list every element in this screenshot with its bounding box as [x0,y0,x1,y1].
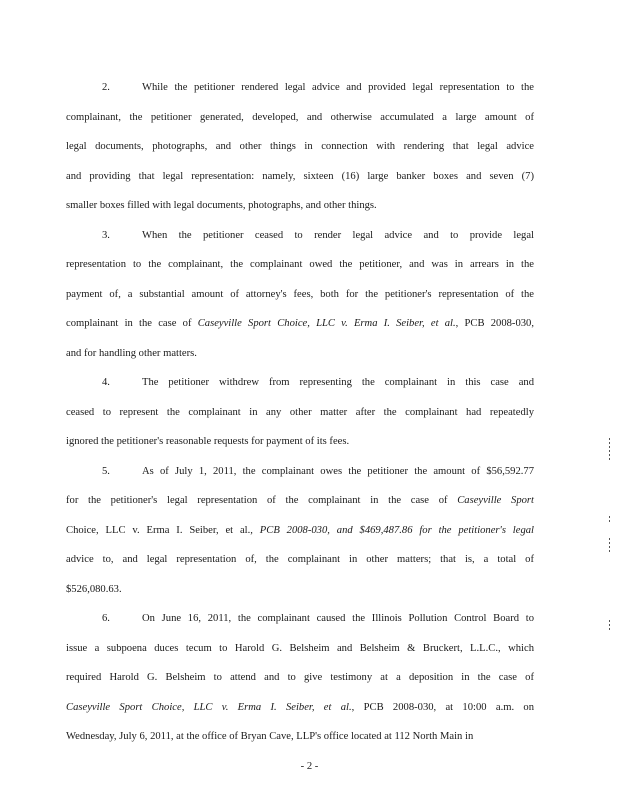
case-citation: Caseyville Sport [457,495,534,506]
paragraph-3-line [66,315,534,333]
paragraph-5-line [66,551,534,569]
paragraph-text: issue a subpoena duces tecum to Harold G. Belsheim and Belsheim & Bruckert, L.L.C., which [66,642,534,654]
paragraph-number: 5. [102,465,110,477]
paragraph-number: 3. [102,229,110,241]
paragraph-5-line [66,522,534,540]
paragraph-text: ignored the petitioner's reasonable requests for payment of its fees. [66,436,350,447]
paragraph-text: payment of, a substantial amount of attorney's fees, both for the petitioner's representation of the [66,288,534,300]
margin-mark-3 [609,538,611,554]
paragraph-5-line [66,581,534,599]
margin-mark-2 [609,516,611,524]
margin-mark-4 [609,620,611,632]
paragraph-5-line [102,463,534,481]
paragraph-text: While the petitioner rendered legal advice and provided legal representation to the [142,82,534,93]
paragraph-text: As of July 1, 2011, the complainant owes the petitioner the amount of $56,592.77 [142,465,534,477]
case-citation: Caseyville Sport Choice, LLC v. Erma I. Seiber, et al. [66,701,352,713]
paragraph-number: 6. [102,613,110,624]
paragraph-text: required Harold G. Belsheim to attend and to give testimony at a deposition in the case of [66,672,534,683]
paragraph-text: for the petitioner's legal representation of the complainant in the case of Caseyville Sport [66,495,534,506]
paragraph-text: Choice, LLC v. Erma I. Seiber, et al., PCB 2008-030, and $469,487.86 for the petitioner's legal [66,524,534,536]
paragraph-text: and providing that legal representation: namely, sixteen (16) large banker boxes and seven (7) [66,170,534,182]
paragraph-3-line [102,227,534,245]
paragraph-5-line [66,492,534,510]
paragraph-number: 4. [102,377,110,388]
paragraph-2-line [66,109,534,127]
paragraph-3-line [66,286,534,304]
paragraph-number: 2. [102,82,110,93]
paragraph-text: The petitioner withdrew from representing the complainant in this case and [142,377,534,388]
paragraph-4-line [66,404,534,422]
case-citation: , PCB 2008-030, and $469,487.86 for the petitioner's legal [250,524,534,536]
paragraph-6-line [66,699,534,717]
paragraph-6-line [66,728,534,746]
paragraph-4-line [102,374,534,392]
paragraph-text: Caseyville Sport Choice, LLC v. Erma I. Seiber, et al., PCB 2008-030, at 10:00 a.m. on [66,701,534,713]
paragraph-4-line [66,433,534,451]
paragraph-text: On June 16, 2011, the complainant caused the Illinois Pollution Control Board to [142,613,534,624]
paragraph-text: $526,080.63. [66,583,122,595]
case-citation: Caseyville Sport Choice, LLC v. Erma I. Seiber, et al. [197,318,456,329]
paragraph-text: ceased to represent the complainant in any other matter after the complainant had repeatedly [66,406,534,418]
paragraph-text: When the petitioner ceased to render legal advice and to provide legal [142,229,534,241]
paragraph-text: smaller boxes filled with legal documents, photographs, and other things. [66,200,377,211]
page-number: - 2 - [300,761,319,772]
paragraph-text: and for handling other matters. [66,347,197,359]
paragraph-6-line [66,669,534,687]
paragraph-6-line [66,640,534,658]
paragraph-text: Wednesday, July 6, 2011, at the office of Bryan Cave, LLP's office located at 112 North Main in [66,731,474,742]
paragraph-3-line [66,345,534,363]
paragraph-text: legal documents, photographs, and other things in connection with rendering that legal advice [66,141,534,152]
paragraph-text: representation to the complainant, the complainant owed the petitioner, and was in arrears in the [66,259,534,270]
margin-mark-1 [609,438,611,462]
paragraph-text: complainant in the case of Caseyville Sport Choice, LLC v. Erma I. Seiber, et al., PCB 2008-030, [66,318,534,329]
paragraph-2-line [102,79,534,97]
paragraph-2-line [66,168,534,186]
paragraph-text: advice to, and legal representation of, the complainant in other matters; that is, a total of [66,554,534,565]
paragraph-text: complainant, the petitioner generated, developed, and otherwise accumulated a large amount of [66,111,534,123]
paragraph-2-line [66,197,534,215]
paragraph-2-line [66,138,534,156]
paragraph-6-line [102,610,534,628]
paragraph-3-line [66,256,534,274]
